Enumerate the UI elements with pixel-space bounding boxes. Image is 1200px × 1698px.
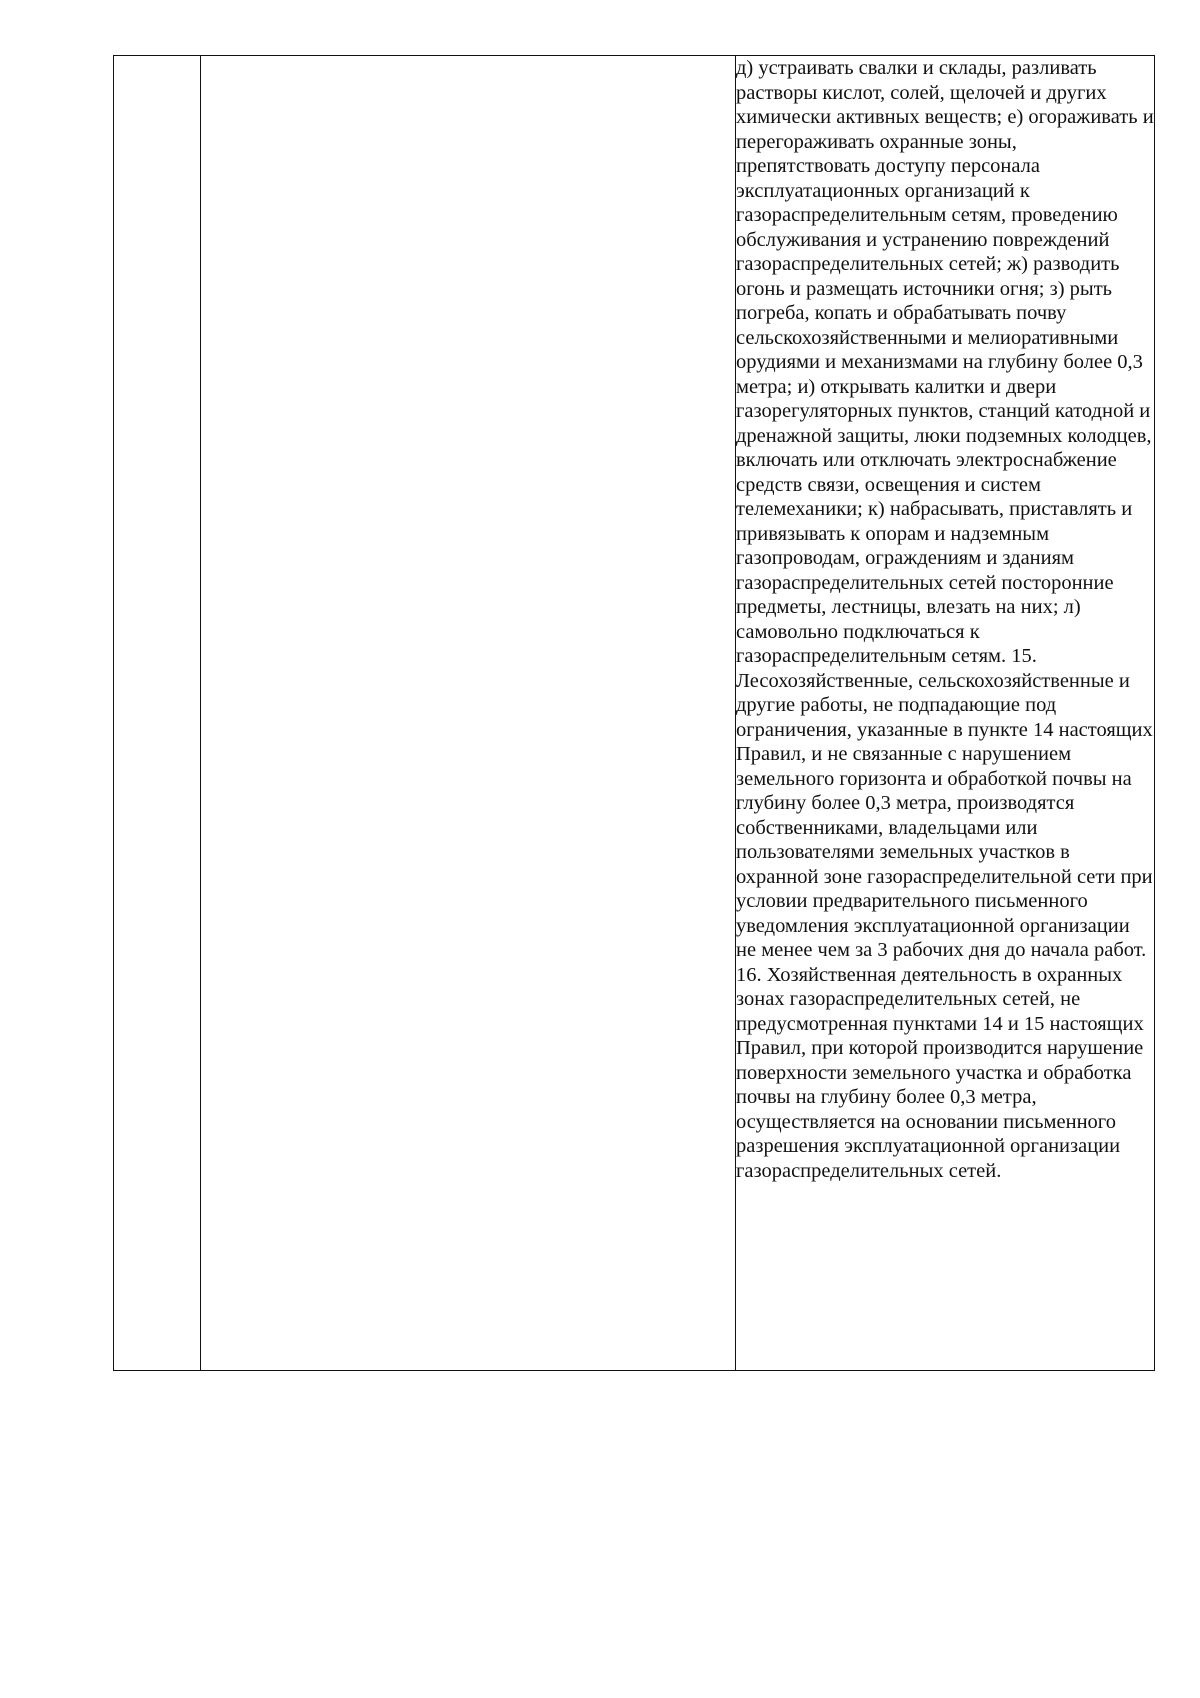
regulations-table (113, 55, 1155, 1371)
row-text-cell (736, 56, 1155, 1371)
row-name-cell (201, 56, 736, 1371)
regulation-text: д) устраивать свалки и склады, разливать растворы кислот, солей, щелочей и других химически активных веществ; е) огораживать и перегораживать охранные зоны, препятствовать доступу персонала эксплуатационных организаций к газораспределительным сетям, проведению обслуживания и устранению повреждений газораспределительных сетей; ж) разводить огонь и размещать источники огня; з) рыть погреба, копать и обрабатывать почву сельскохозяйственными и мелиоративными орудиями и механизмами на глубину более 0,3 метра; и) открывать калитки и двери газорегуляторных пунктов, станций катодной и дренажной защиты, люки подземных колодцев, включать или отключать электроснабжение средств связи, освещения и систем телемеханики; к) набрасывать, приставлять и привязывать к опорам и надземным газопроводам, ограждениям и зданиям газораспределительных сетей посторонние предметы, лестницы, влезать на них; л) самовольно подключаться к газораспределительным сетям. 15. Лесохозяйственные, сельскохозяйственные и другие работы, не подпадающие под ограничения, указанные в пункте 14 настоящих Правил, и не связанные с нарушением земельного горизонта и обработкой почвы на глубину более 0,3 метра, производятся собственниками, владельцами или пользователями земельных участков в охранной зоне газораспределительной сети при условии предварительного письменного уведомления эксплуатационной организации не менее чем за 3 рабочих дня до начала работ. 16. Хозяйственная деятельность в охранных зонах газораспределительных сетей, не предусмотренная пунктами 14 и 15 настоящих Правил, при которой производится нарушение поверхности земельного участка и обработка почвы на глубину более 0,3 метра, осуществляется на основании письменного разрешения эксплуатационной организации газораспределительных сетей. (736, 57, 1154, 1182)
row-number-cell (114, 56, 201, 1371)
table-row (114, 56, 1155, 1371)
